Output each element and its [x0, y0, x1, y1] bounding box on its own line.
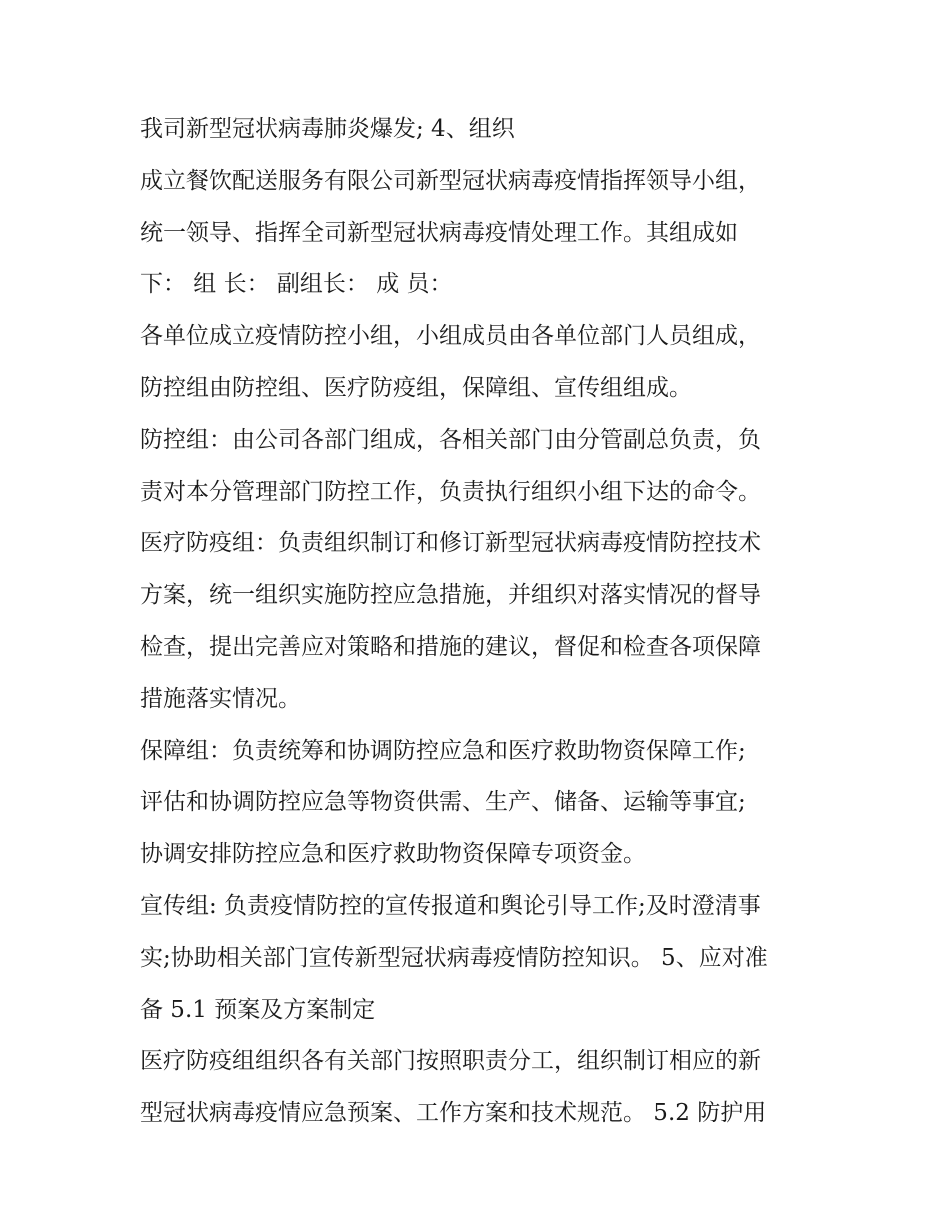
text-line: 统一领导、指挥全司新型冠状病毒疫情处理工作。其组成如	[140, 219, 738, 246]
text-line: 防控组由防控组、医疗防疫组，保障组、宣传组组成。	[140, 374, 692, 401]
text-line: 措施落实情况。	[140, 685, 301, 712]
text-line: 实;协助相关部门宣传新型冠状病毒疫情防控知识。 5、应对准	[140, 944, 768, 971]
text-line: 各单位成立疫情防控小组，小组成员由各单位部门人员组成，	[140, 323, 761, 350]
text-line: 我司新型冠状病毒肺炎爆发; 4、组织	[140, 116, 515, 142]
text-line: 下： 组 长： 副组长： 成 员：	[140, 271, 453, 298]
document-body	[140, 108, 830, 1144]
text-line: 成立餐饮配送服务有限公司新型冠状病毒疫情指挥领导小组，	[140, 167, 761, 194]
text-line: 宣传组: 负责疫情防控的宣传报道和舆论引导工作;及时澄清事	[140, 892, 761, 919]
text-line: 医疗防疫组组织各有关部门按照职责分工，组织制订相应的新	[140, 1048, 761, 1075]
text-line: 保障组：负责统筹和协调防控应急和医疗救助物资保障工作;	[140, 737, 746, 764]
text-line: 评估和协调防控应急等物资供需、生产、储备、运输等事宜;	[140, 789, 746, 816]
text-line: 责对本分管理部门防控工作，负责执行组织小组下达的命令。	[140, 478, 761, 505]
text-line: 检查，提出完善应对策略和措施的建议，督促和检查各项保障	[140, 633, 761, 660]
text-line: 型冠状病毒疫情应急预案、工作方案和技术规范。 5.2 防护用	[140, 1100, 767, 1127]
text-line: 医疗防疫组：负责组织制订和修订新型冠状病毒疫情防控技术	[140, 530, 761, 557]
text-line: 协调安排防控应急和医疗救助物资保障专项资金。	[140, 841, 646, 868]
text-line: 备 5.1 预案及方案制定	[140, 996, 376, 1023]
text-line: 方案，统一组织实施防控应急措施，并组织对落实情况的督导	[140, 582, 761, 609]
text-line: 防控组：由公司各部门组成，各相关部门由分管副总负责，负	[140, 426, 761, 453]
